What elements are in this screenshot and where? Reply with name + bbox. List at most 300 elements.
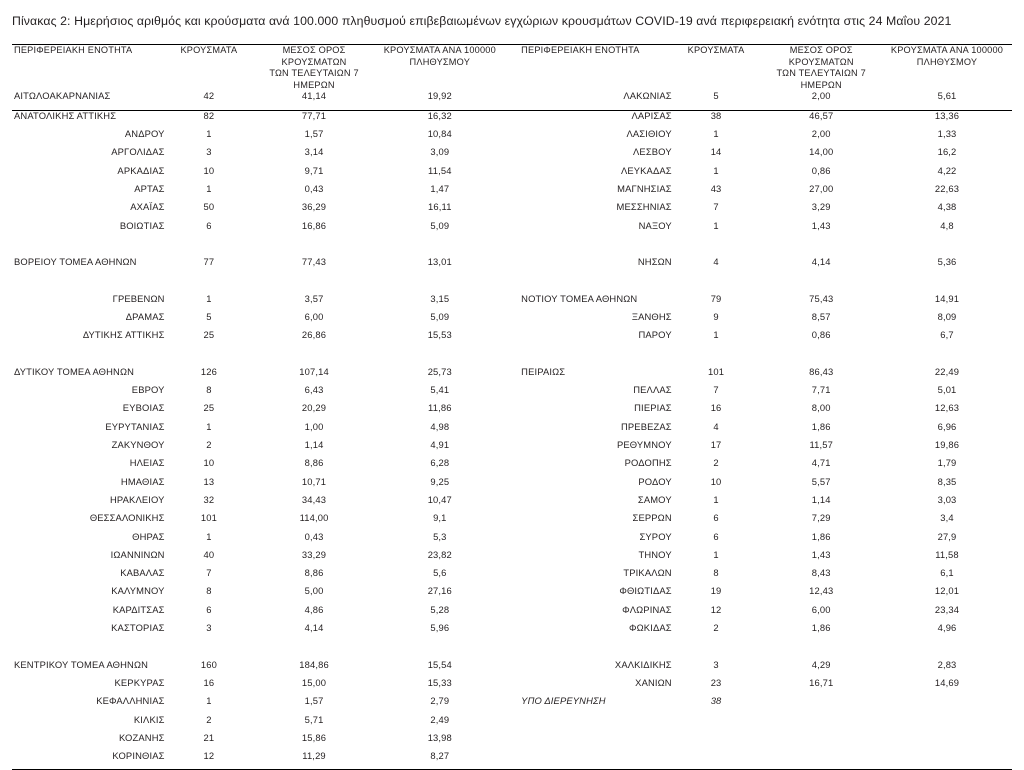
row-per-right: 12,01 xyxy=(934,585,960,597)
row-avg-right: 7,29 xyxy=(811,512,831,524)
row-avg-right: 1,43 xyxy=(811,548,831,560)
row-avg-right xyxy=(760,239,882,257)
column-gap xyxy=(505,385,519,403)
row-per-left: 2,79 xyxy=(430,695,450,707)
row-region-left: ΒΟΙΩΤΙΑΣ xyxy=(119,219,165,231)
row-region-right: ΝΟΤΙΟΥ ΤΟΜΕΑ ΑΘΗΝΩΝ xyxy=(521,292,638,304)
row-cases-left: 1 xyxy=(206,128,212,140)
header-avg-left-l1: ΜΕΣΟΣ ΟΡΟΣ ΚΡΟΥΣΜΑΤΩΝ xyxy=(281,45,347,67)
row-region-right: ΣΥΡΟΥ xyxy=(639,530,672,542)
row-per-left: 5,6 xyxy=(433,567,447,579)
row-region-right: ΡΕΘΥΜΝΟΥ xyxy=(616,439,672,451)
row-region-right xyxy=(519,275,672,293)
row-cases-left xyxy=(165,641,254,659)
column-gap xyxy=(505,202,519,220)
column-gap xyxy=(505,239,519,257)
row-cases-right: 9 xyxy=(713,311,719,322)
row-avg-right: 7,71 xyxy=(811,384,831,396)
row-per-right: 8,09 xyxy=(937,311,957,322)
row-region-left: ΖΑΚΥΝΘΟΥ xyxy=(111,439,165,451)
row-cases-right xyxy=(672,641,761,659)
row-region-right: ΛΕΣΒΟΥ xyxy=(633,146,672,158)
row-cases-right: 4 xyxy=(713,420,719,432)
row-cases-right: 79 xyxy=(710,292,722,304)
header-spacer xyxy=(505,45,519,92)
table-row xyxy=(12,91,1012,110)
row-avg-left: 107,14 xyxy=(299,365,329,377)
row-per-right xyxy=(882,751,1012,770)
row-cases-right: 38 xyxy=(710,695,722,707)
table-row xyxy=(12,239,1012,257)
table-row xyxy=(12,513,1012,531)
row-per-left: 16,11 xyxy=(428,201,452,213)
row-avg-left: 20,29 xyxy=(301,402,327,414)
covid-regional-table xyxy=(12,44,1012,770)
row-region-right: ΦΩΚΙΔΑΣ xyxy=(629,622,672,634)
table-row xyxy=(12,221,1012,239)
row-region-left: ΑΡΓΟΛΙΔΑΣ xyxy=(111,146,165,158)
table-row xyxy=(12,623,1012,641)
row-per-right: 4,8 xyxy=(940,219,954,231)
column-gap xyxy=(505,91,519,110)
row-avg-left: 6,43 xyxy=(304,384,324,396)
row-per-left: 5,3 xyxy=(433,530,447,542)
row-region-left: ΚΟΖΑΝΗΣ xyxy=(118,731,165,743)
header-avg-right-l3: ΗΜΕΡΩΝ xyxy=(800,79,842,90)
row-cases-left: 1 xyxy=(206,695,212,707)
row-cases-right: 10 xyxy=(710,475,722,487)
row-cases-left: 12 xyxy=(203,750,215,762)
table-row xyxy=(12,458,1012,476)
row-cases-right: 2 xyxy=(713,457,719,469)
header-per-left-l2: ΠΛΗΘΥΣΜΟΥ xyxy=(409,56,471,67)
row-per-left: 13,98 xyxy=(427,731,452,743)
row-per-right: 6,7 xyxy=(940,329,954,341)
header-avg-right xyxy=(760,45,882,92)
row-per-left: 5,41 xyxy=(430,384,450,396)
column-gap xyxy=(505,403,519,421)
row-avg-right: 8,43 xyxy=(811,567,831,579)
row-per-left: 9,1 xyxy=(433,512,447,524)
row-cases-left: 13 xyxy=(203,475,215,487)
row-cases-right: 7 xyxy=(713,201,719,213)
row-region-left: ΚΑΛΥΜΝΟΥ xyxy=(111,585,165,597)
row-region-left: ΚΑΣΤΟΡΙΑΣ xyxy=(111,622,165,634)
row-avg-right: 4,29 xyxy=(811,658,831,670)
row-per-right: 6,1 xyxy=(940,567,954,579)
column-gap xyxy=(505,477,519,495)
row-cases-right: 1 xyxy=(713,128,719,140)
column-gap xyxy=(505,660,519,678)
column-gap xyxy=(505,312,519,330)
header-cases-left xyxy=(165,45,254,92)
row-region-right: ΜΕΣΣΗΝΙΑΣ xyxy=(616,201,672,213)
row-region-right: ΛΑΡΙΣΑΣ xyxy=(631,109,672,121)
column-gap xyxy=(505,586,519,604)
row-region-left: ΚΕΦΑΛΛΗΝΙΑΣ xyxy=(96,695,165,707)
row-region-right: ΞΑΝΘΗΣ xyxy=(631,311,672,322)
row-avg-right: 4,71 xyxy=(811,457,831,469)
row-avg-left: 10,71 xyxy=(301,475,327,487)
row-avg-left: 184,86 xyxy=(299,658,329,670)
row-cases-left: 8 xyxy=(206,585,212,597)
row-per-left: 6,28 xyxy=(430,457,450,469)
row-region-right xyxy=(519,715,672,733)
row-cases-right: 12 xyxy=(710,603,722,615)
column-gap xyxy=(505,330,519,348)
row-cases-right xyxy=(672,349,761,367)
row-avg-right: 1,86 xyxy=(811,530,831,542)
row-per-left: 5,28 xyxy=(430,603,450,615)
row-avg-left: 1,57 xyxy=(304,128,324,140)
row-region-left: ΒΟΡΕΙΟΥ ΤΟΜΕΑ ΑΘΗΝΩΝ xyxy=(14,256,137,268)
row-cases-left: 1 xyxy=(206,530,212,542)
row-cases-left xyxy=(165,239,254,257)
row-region-right: ΠΑΡΟΥ xyxy=(638,329,672,341)
row-cases-left: 6 xyxy=(206,219,212,231)
row-per-left: 15,54 xyxy=(427,658,452,670)
row-per-right: 12,63 xyxy=(934,402,960,414)
row-region-left xyxy=(12,239,165,257)
column-gap xyxy=(505,129,519,147)
row-cases-right: 6 xyxy=(713,530,719,542)
row-per-left: 23,82 xyxy=(427,548,452,560)
row-region-right xyxy=(519,239,672,257)
row-avg-left: 11,29 xyxy=(302,750,326,762)
row-cases-right: 1 xyxy=(713,548,719,560)
table-row xyxy=(12,403,1012,421)
row-cases-left: 8 xyxy=(206,384,212,396)
row-per-left: 27,16 xyxy=(427,585,452,597)
row-per-left: 5,96 xyxy=(430,622,450,634)
row-avg-right: 46,57 xyxy=(809,109,834,121)
row-cases-right: 1 xyxy=(713,329,719,341)
row-avg-left: 1,14 xyxy=(304,439,324,451)
row-region-left: ΕΥΡΥΤΑΝΙΑΣ xyxy=(105,420,165,432)
row-per-right: 11,58 xyxy=(935,548,959,560)
row-per-left: 8,27 xyxy=(430,750,450,762)
column-gap xyxy=(505,275,519,293)
row-per-right: 16,2 xyxy=(937,146,957,158)
row-avg-right: 2,00 xyxy=(811,90,831,102)
row-region-right xyxy=(519,733,672,751)
table-row xyxy=(12,586,1012,604)
row-cases-left: 77 xyxy=(203,256,215,268)
row-per-left: 1,47 xyxy=(430,182,450,194)
row-avg-right: 1,14 xyxy=(811,493,831,505)
row-avg-left xyxy=(253,349,375,367)
row-per-right: 1,33 xyxy=(937,128,957,140)
row-cases-right: 38 xyxy=(710,109,722,121)
row-region-right xyxy=(519,641,672,659)
table-row xyxy=(12,532,1012,550)
table-row xyxy=(12,367,1012,385)
column-gap xyxy=(505,532,519,550)
row-per-left: 11,86 xyxy=(428,402,452,414)
row-region-left: ΗΡΑΚΛΕΙΟΥ xyxy=(110,493,165,505)
row-avg-left: 4,14 xyxy=(304,622,324,634)
row-avg-right: 86,43 xyxy=(809,365,834,377)
row-region-left xyxy=(12,641,165,659)
column-gap xyxy=(505,422,519,440)
row-region-right: ΛΑΚΩΝΙΑΣ xyxy=(623,90,672,102)
row-region-right: ΧΑΝΙΩΝ xyxy=(635,676,672,688)
header-per-right-l1: ΚΡΟΥΣΜΑΤΑ ΑΝΑ 100000 xyxy=(890,45,1004,56)
header-region-left xyxy=(12,45,165,92)
table-row xyxy=(12,715,1012,733)
row-region-left: ΚΑΒΑΛΑΣ xyxy=(120,567,165,579)
column-gap xyxy=(505,294,519,312)
column-gap xyxy=(505,550,519,568)
row-cases-left xyxy=(165,275,254,293)
column-gap xyxy=(505,367,519,385)
row-avg-right xyxy=(760,641,882,659)
row-per-left: 25,73 xyxy=(427,365,452,377)
row-per-right xyxy=(882,239,1012,257)
row-avg-right: 12,43 xyxy=(809,585,834,597)
table-row xyxy=(12,440,1012,458)
header-per-right xyxy=(882,45,1012,92)
row-per-left: 4,91 xyxy=(430,439,450,451)
row-region-left: ΗΜΑΘΙΑΣ xyxy=(120,475,165,487)
row-cases-right: 5 xyxy=(713,90,719,102)
column-gap xyxy=(505,678,519,696)
row-avg-right: 8,57 xyxy=(811,311,831,322)
row-region-left: ΑΝΑΤΟΛΙΚΗΣ ΑΤΤΙΚΗΣ xyxy=(14,109,117,121)
row-avg-right xyxy=(760,751,882,770)
row-avg-left xyxy=(253,641,375,659)
header-region-right-text: ΠΕΡΙΦΕΡΕΙΑΚΗ ΕΝΟΤΗΤΑ xyxy=(521,45,640,56)
row-per-right xyxy=(882,349,1012,367)
row-region-left: ΗΛΕΙΑΣ xyxy=(129,457,165,469)
column-gap xyxy=(505,221,519,239)
column-gap xyxy=(505,605,519,623)
row-cases-right: 43 xyxy=(710,182,722,194)
table-row xyxy=(12,660,1012,678)
row-region-right: ΤΡΙΚΑΛΩΝ xyxy=(623,567,672,579)
row-region-right: ΡΟΔΟΥ xyxy=(638,475,672,487)
row-region-right xyxy=(519,751,672,770)
row-avg-left: 16,86 xyxy=(301,219,327,231)
row-region-right: ΦΛΩΡΙΝΑΣ xyxy=(622,603,672,615)
table-body xyxy=(12,91,1012,769)
table-row xyxy=(12,312,1012,330)
row-avg-left: 5,71 xyxy=(304,713,324,725)
row-region-right xyxy=(519,349,672,367)
row-region-left: ΑΡΤΑΣ xyxy=(134,182,165,194)
row-cases-right: 2 xyxy=(713,622,719,634)
table-row xyxy=(12,495,1012,513)
header-cases-left-text: ΚΡΟΥΣΜΑΤΑ xyxy=(180,45,238,56)
row-cases-right xyxy=(672,715,761,733)
row-cases-right: 16 xyxy=(710,402,722,414)
row-region-left: ΘΗΡΑΣ xyxy=(132,530,165,542)
column-gap xyxy=(505,623,519,641)
column-gap xyxy=(505,147,519,165)
row-region-right: ΦΘΙΩΤΙΔΑΣ xyxy=(619,585,672,597)
row-region-left xyxy=(12,275,165,293)
row-region-left: ΔΥΤΙΚΟΥ ΤΟΜΕΑ ΑΘΗΝΩΝ xyxy=(14,365,135,377)
row-region-left: ΚΕΝΤΡΙΚΟΥ ΤΟΜΕΑ ΑΘΗΝΩΝ xyxy=(14,658,149,670)
row-avg-left: 9,71 xyxy=(304,164,324,176)
row-per-right: 5,61 xyxy=(937,90,957,102)
row-avg-right: 1,86 xyxy=(811,420,831,432)
row-cases-left: 3 xyxy=(206,622,212,634)
row-per-right: 3,03 xyxy=(937,493,957,505)
row-cases-left: 40 xyxy=(203,548,215,560)
row-avg-right: 1,86 xyxy=(811,622,831,634)
column-gap xyxy=(505,568,519,586)
row-region-left: ΘΕΣΣΑΛΟΝΙΚΗΣ xyxy=(89,512,165,524)
row-per-left: 9,25 xyxy=(430,475,450,487)
row-avg-left xyxy=(253,275,375,293)
row-cases-right: 19 xyxy=(710,585,722,597)
row-cases-left: 21 xyxy=(203,731,215,743)
row-avg-right xyxy=(760,733,882,751)
table-row xyxy=(12,678,1012,696)
table-row xyxy=(12,294,1012,312)
row-per-right: 23,34 xyxy=(934,603,960,615)
row-cases-left: 126 xyxy=(200,365,217,377)
row-per-right xyxy=(882,641,1012,659)
row-avg-right: 1,43 xyxy=(811,219,831,231)
row-per-left: 5,09 xyxy=(430,311,450,322)
row-per-left: 16,32 xyxy=(427,109,452,121)
header-region-right xyxy=(519,45,672,92)
row-cases-left: 25 xyxy=(203,329,215,341)
row-cases-right: 101 xyxy=(708,365,725,377)
table-row xyxy=(12,166,1012,184)
row-per-left: 13,01 xyxy=(427,256,452,268)
row-region-left: ΔΥΤΙΚΗΣ ΑΤΤΙΚΗΣ xyxy=(82,329,165,341)
row-cases-right: 7 xyxy=(713,384,719,396)
row-per-right xyxy=(882,733,1012,751)
table-row xyxy=(12,110,1012,129)
row-avg-right: 27,00 xyxy=(809,182,834,194)
row-avg-right: 75,43 xyxy=(809,292,834,304)
column-gap xyxy=(505,733,519,751)
row-cases-right: 23 xyxy=(710,676,722,688)
row-cases-left: 7 xyxy=(206,567,212,579)
row-per-right xyxy=(882,275,1012,293)
table-row xyxy=(12,147,1012,165)
row-avg-right xyxy=(760,349,882,367)
row-per-left: 10,84 xyxy=(427,128,452,140)
row-per-right: 1,79 xyxy=(937,457,957,469)
row-per-right: 19,86 xyxy=(934,439,960,451)
row-avg-right xyxy=(760,715,882,733)
row-per-right: 5,01 xyxy=(937,384,957,396)
table-row xyxy=(12,550,1012,568)
row-cases-right: 4 xyxy=(713,256,719,268)
row-cases-left: 1 xyxy=(206,292,212,304)
row-region-right: ΡΟΔΟΠΗΣ xyxy=(624,457,672,469)
header-avg-left xyxy=(253,45,375,92)
column-gap xyxy=(505,513,519,531)
row-per-right xyxy=(882,696,1012,714)
row-cases-left: 2 xyxy=(206,713,212,725)
row-cases-left: 101 xyxy=(200,512,217,524)
table-row xyxy=(12,275,1012,293)
row-per-right: 27,9 xyxy=(937,530,957,542)
row-per-right: 2,83 xyxy=(937,658,957,670)
row-per-left: 3,15 xyxy=(430,292,450,304)
row-region-left: ΑΧΑΪΑΣ xyxy=(130,201,165,213)
row-avg-left: 36,29 xyxy=(301,201,327,213)
row-per-right xyxy=(882,715,1012,733)
header-per-left-l1: ΚΡΟΥΣΜΑΤΑ ΑΝΑ 100000 xyxy=(383,45,496,56)
row-cases-right: 17 xyxy=(710,439,722,451)
row-avg-left: 0,43 xyxy=(304,182,324,194)
table-row xyxy=(12,641,1012,659)
row-cases-left: 16 xyxy=(203,676,215,688)
row-cases-right: 1 xyxy=(713,164,719,176)
row-per-right: 14,69 xyxy=(934,676,960,688)
row-region-right: ΤΗΝΟΥ xyxy=(638,548,672,560)
table-row xyxy=(12,751,1012,770)
table-row xyxy=(12,184,1012,202)
row-cases-left: 50 xyxy=(203,201,215,213)
column-gap xyxy=(505,257,519,275)
row-region-right: ΥΠΟ ΔΙΕΡΕΥΝΗΣΗ xyxy=(521,695,606,707)
row-per-left: 19,92 xyxy=(427,90,452,102)
row-avg-right: 8,00 xyxy=(811,402,831,414)
row-region-right: ΠΕΛΛΑΣ xyxy=(633,384,672,396)
row-per-left xyxy=(375,349,505,367)
row-avg-right: 5,57 xyxy=(811,475,831,487)
header-cases-right-text: ΚΡΟΥΣΜΑΤΑ xyxy=(687,45,745,56)
row-cases-right: 1 xyxy=(713,493,719,505)
table-row xyxy=(12,129,1012,147)
table-row xyxy=(12,733,1012,751)
table-row xyxy=(12,477,1012,495)
row-per-left xyxy=(375,239,505,257)
row-avg-right xyxy=(760,275,882,293)
row-region-right: ΣΕΡΡΩΝ xyxy=(632,512,672,524)
row-region-right: ΧΑΛΚΙΔΙΚΗΣ xyxy=(614,658,672,670)
column-gap xyxy=(505,696,519,714)
row-per-left xyxy=(375,275,505,293)
table-row xyxy=(12,349,1012,367)
column-gap xyxy=(505,440,519,458)
row-avg-left: 6,00 xyxy=(304,311,324,322)
row-cases-left: 10 xyxy=(203,457,215,469)
row-avg-left: 8,86 xyxy=(304,567,324,579)
row-avg-left: 33,29 xyxy=(301,548,327,560)
table-row xyxy=(12,422,1012,440)
header-avg-left-l2: ΤΩΝ ΤΕΛΕΥΤΑΙΩΝ 7 xyxy=(269,68,359,79)
row-avg-left: 4,86 xyxy=(304,603,324,615)
row-per-left: 3,09 xyxy=(430,146,450,158)
row-cases-left: 82 xyxy=(203,109,215,121)
row-region-left: ΙΩΑΝΝΙΝΩΝ xyxy=(110,548,165,560)
table-row xyxy=(12,696,1012,714)
row-avg-left: 3,57 xyxy=(304,292,324,304)
column-gap xyxy=(505,184,519,202)
row-per-left: 10,47 xyxy=(427,493,452,505)
column-gap xyxy=(505,110,519,129)
row-avg-left: 5,00 xyxy=(304,585,324,597)
row-per-left: 2,49 xyxy=(430,713,450,725)
row-avg-right: 4,14 xyxy=(811,256,831,268)
row-avg-left: 77,43 xyxy=(301,256,327,268)
column-gap xyxy=(505,349,519,367)
row-cases-left: 32 xyxy=(203,493,215,505)
header-avg-right-l2: ΤΩΝ ΤΕΛΕΥΤΑΙΩΝ 7 xyxy=(776,68,866,79)
row-region-left: ΑΝΔΡΟΥ xyxy=(124,128,165,140)
row-cases-left: 5 xyxy=(206,311,212,322)
row-per-left: 11,54 xyxy=(428,164,452,176)
